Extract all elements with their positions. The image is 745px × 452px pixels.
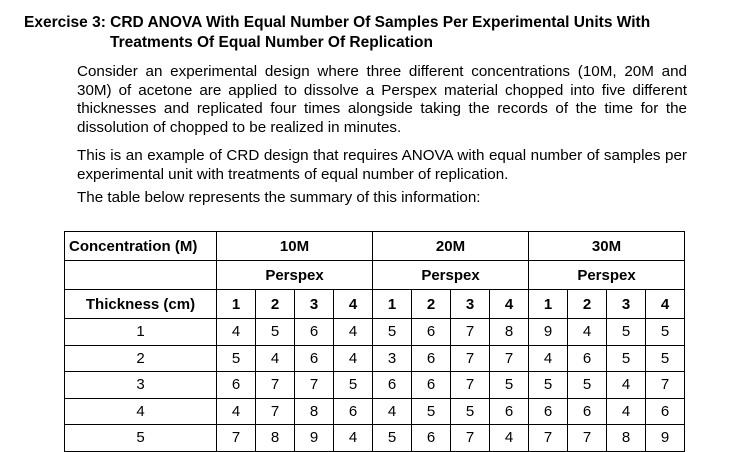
value-cell: 5 (607, 345, 646, 372)
exercise-heading (24, 13, 739, 53)
value-cell: 6 (568, 345, 607, 372)
value-cell: 7 (217, 425, 256, 452)
value-cell: 4 (256, 345, 295, 372)
thickness-cell: 3 (65, 372, 217, 399)
value-cell: 5 (451, 398, 490, 425)
value-cell: 6 (295, 319, 334, 346)
value-cell: 6 (568, 398, 607, 425)
value-cell: 4 (373, 398, 412, 425)
value-cell: 7 (646, 372, 685, 399)
rep-header: 4 (334, 290, 373, 319)
value-cell: 6 (373, 372, 412, 399)
rep-header: 2 (412, 290, 451, 319)
value-cell: 6 (217, 372, 256, 399)
value-cell: 5 (646, 345, 685, 372)
data-table (64, 231, 685, 452)
value-cell: 9 (529, 319, 568, 346)
value-cell: 5 (256, 319, 295, 346)
value-cell: 5 (607, 319, 646, 346)
paragraph-experiment-description: Consider an experimental design where three different concentrations (10M, 20M and 30M) of acetone are applied to dissolve a Perspex material chopped into five different thicknesses and replicated four times alongside taking the records of the time for the dissolution of chopped to be realized in minutes. (77, 63, 687, 136)
concentration-header-row (65, 232, 685, 261)
rep-header: 2 (568, 290, 607, 319)
value-cell: 5 (373, 319, 412, 346)
value-cell: 4 (217, 398, 256, 425)
value-cell: 3 (373, 345, 412, 372)
value-cell: 6 (334, 398, 373, 425)
value-cell: 5 (529, 372, 568, 399)
value-cell: 8 (607, 425, 646, 452)
value-cell: 7 (451, 345, 490, 372)
value-cell: 4 (217, 319, 256, 346)
value-cell: 5 (373, 425, 412, 452)
value-cell: 6 (412, 425, 451, 452)
table-row (65, 345, 685, 372)
rep-header: 1 (373, 290, 412, 319)
group-concentration-20m: 20M (373, 232, 529, 261)
value-cell: 7 (451, 319, 490, 346)
value-cell: 6 (295, 345, 334, 372)
value-cell: 7 (490, 345, 529, 372)
value-cell: 6 (412, 345, 451, 372)
exercise-title-line-1: Exercise 3: CRD ANOVA With Equal Number Of Samples Per Experimental Units With (24, 14, 651, 31)
table-row (65, 398, 685, 425)
value-cell: 5 (646, 319, 685, 346)
group-material-20m: Perspex (373, 261, 529, 290)
value-cell: 4 (490, 425, 529, 452)
value-cell: 7 (256, 372, 295, 399)
group-material-10m: Perspex (217, 261, 373, 290)
value-cell: 6 (412, 372, 451, 399)
rep-header: 3 (451, 290, 490, 319)
value-cell: 4 (607, 372, 646, 399)
rep-header: 3 (295, 290, 334, 319)
material-header-row (65, 261, 685, 290)
value-cell: 7 (451, 425, 490, 452)
value-cell: 8 (295, 398, 334, 425)
thickness-cell: 4 (65, 398, 217, 425)
value-cell: 4 (529, 345, 568, 372)
exercise-title-line-2: Treatments Of Equal Number Of Replication (110, 34, 433, 51)
value-cell: 4 (334, 319, 373, 346)
value-cell: 8 (490, 319, 529, 346)
replicate-header-row (65, 290, 685, 319)
value-cell: 9 (646, 425, 685, 452)
thickness-cell: 5 (65, 425, 217, 452)
rep-header: 4 (646, 290, 685, 319)
rep-header: 1 (529, 290, 568, 319)
thickness-cell: 2 (65, 345, 217, 372)
value-cell: 5 (334, 372, 373, 399)
group-material-30m: Perspex (529, 261, 685, 290)
value-cell: 6 (646, 398, 685, 425)
paragraph-crd-design: This is an example of CRD design that requires ANOVA with equal number of samples per experimental unit with treatments of equal number of replication. (77, 147, 687, 183)
value-cell: 7 (256, 398, 295, 425)
rep-header: 2 (256, 290, 295, 319)
value-cell: 6 (490, 398, 529, 425)
value-cell: 7 (451, 372, 490, 399)
value-cell: 6 (529, 398, 568, 425)
value-cell: 4 (607, 398, 646, 425)
value-cell: 7 (529, 425, 568, 452)
value-cell: 5 (568, 372, 607, 399)
value-cell: 4 (334, 345, 373, 372)
value-cell: 9 (295, 425, 334, 452)
table-row (65, 319, 685, 346)
value-cell: 4 (568, 319, 607, 346)
empty-cell (65, 261, 217, 290)
value-cell: 5 (412, 398, 451, 425)
thickness-label: Thickness (cm) (65, 290, 217, 319)
value-cell: 6 (412, 319, 451, 346)
paragraph-table-intro: The table below represents the summary of this information: (77, 189, 481, 206)
value-cell: 5 (490, 372, 529, 399)
value-cell: 7 (568, 425, 607, 452)
concentration-label: Concentration (M) (65, 232, 217, 261)
group-concentration-30m: 30M (529, 232, 685, 261)
rep-header: 3 (607, 290, 646, 319)
value-cell: 4 (334, 425, 373, 452)
table-row (65, 425, 685, 452)
value-cell: 8 (256, 425, 295, 452)
value-cell: 5 (217, 345, 256, 372)
rep-header: 1 (217, 290, 256, 319)
group-concentration-10m: 10M (217, 232, 373, 261)
table-row (65, 372, 685, 399)
thickness-cell: 1 (65, 319, 217, 346)
value-cell: 7 (295, 372, 334, 399)
rep-header: 4 (490, 290, 529, 319)
